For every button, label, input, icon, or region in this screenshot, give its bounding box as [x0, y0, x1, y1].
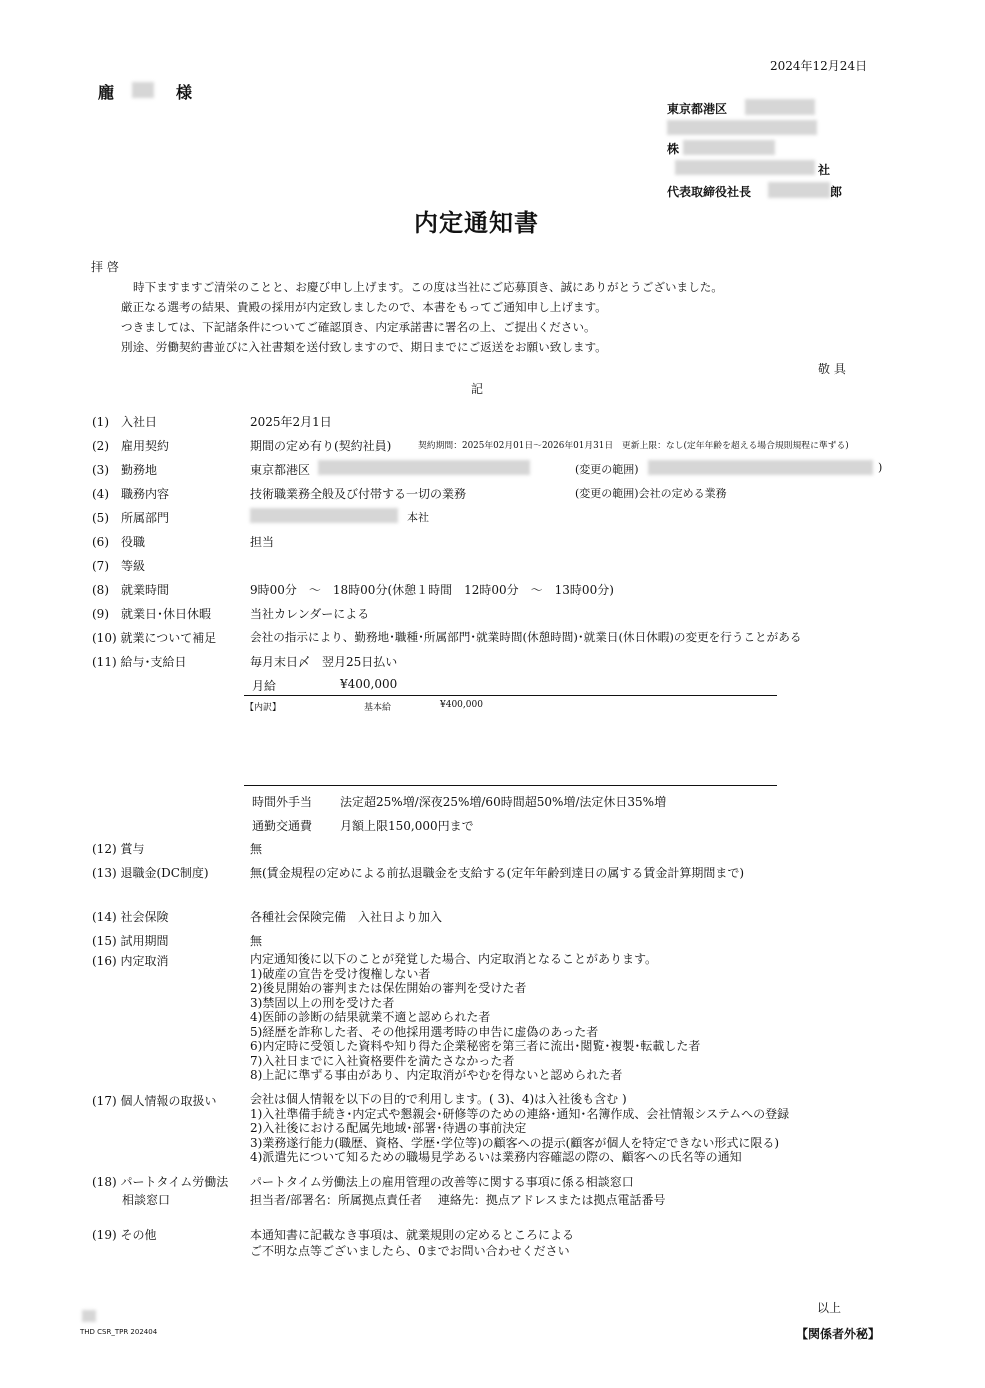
greeting-paragraph: 別途、労働契約書並びに入社書類を送付致しますので、期日までにご返送をお願い致します。 [121, 340, 607, 354]
recipient-prefix: 龐 [98, 83, 115, 102]
greeting-closing: 敬 具 [818, 362, 846, 376]
item-label: (6) 役職 [92, 535, 145, 549]
list-item: 2)入社後における配属先地域･部署･待遇の事前決定 [250, 1121, 527, 1135]
list-item: 5)経歴を詐称した者、その他採用選考時の申告に虚偽のあった者 [250, 1024, 599, 1039]
document-date: 2024年12月24日 [770, 59, 868, 73]
item-value: 担当者/部署名：所属拠点責任者 連絡先：拠点アドレスまたは拠点電話番号 [250, 1193, 666, 1207]
item-label: (14) 社会保険 [92, 910, 169, 924]
list-item: 1)入社準備手続き･内定式や懇親会･研修等のための連絡･通知･名簿作成、会社情報システムへの登録 [250, 1106, 790, 1121]
item-value: 当社カレンダーによる [250, 607, 370, 621]
item-value: 毎月末日〆 翌月25日払い [250, 655, 398, 669]
list-item: 3)業務遂行能力(職歴、資格、学歴･学位等)の顧客への提示(顧客が個人を特定できない形式に限る) [250, 1135, 780, 1150]
list-item: 7)入社日までに入社資格要件を満たさなかった者 [250, 1053, 515, 1068]
greeting-paragraph: 厳正なる選考の結果、貴殿の採用が内定致しましたので、本書をもってご通知申し上げます。 [121, 300, 607, 314]
list-item: 1)破産の宣告を受け復権しない者 [250, 966, 431, 981]
item-label: (18) パートタイム労働法 [92, 1175, 229, 1189]
item-label: (13) 退職金(DC制度) [92, 866, 209, 880]
item-value: 無 [250, 842, 263, 856]
item-value: 2025年2月1日 [250, 415, 332, 429]
confidential-mark: 【関係者外秘】 [796, 1327, 881, 1341]
redacted-address-2 [667, 120, 817, 135]
company-name-suffix: 社 [818, 163, 831, 177]
item-value: 本通知書に記載なき事項は、就業規則の定めるところによる [250, 1228, 575, 1242]
overtime-value: 法定超25%増/深夜25%増/60時間超50%増/法定休日35%増 [340, 795, 667, 809]
item-value: ご不明な点等ございましたら、0までお問い合わせください [250, 1244, 570, 1258]
item-value: 技術職業務全般及び付帯する一切の業務 [250, 487, 467, 501]
list-item: 3)禁固以上の刑を受けた者 [250, 995, 395, 1010]
item-value: パートタイム労働法上の雇用管理の改善等に関する事項に係る相談窓口 [250, 1175, 634, 1189]
list-item: 内定通知後に以下のことが発覚した場合、内定取消となることがあります。 [250, 952, 658, 966]
salary-value: ¥400,000 [340, 677, 398, 691]
list-item: 会社は個人情報を以下の目的で利用します。( 3)、4)は入社後も含む ) [250, 1092, 627, 1106]
redacted-recipient-name [132, 82, 154, 98]
page-title: 内定通知書 [414, 208, 539, 237]
closing-ijo: 以上 [817, 1301, 842, 1315]
redacted-work-address [318, 460, 530, 475]
item-value: 東京都港区 [250, 463, 311, 477]
item-label: (11) 給与･支給日 [92, 655, 187, 669]
withdrawal-conditions-list [250, 952, 700, 1083]
commute-value: 月額上限150,000円まで [340, 819, 474, 833]
item-value: 本社 [407, 511, 429, 524]
recipient-suffix: 様 [176, 83, 193, 102]
item-label: (4) 職務内容 [92, 487, 169, 501]
breakdown-label: 【内訳】 [245, 703, 282, 713]
greeting-opening: 拝 啓 [91, 260, 119, 274]
item-label: (2) 雇用契約 [92, 439, 169, 453]
item-label-continuation: 相談窓口 [122, 1193, 171, 1207]
redacted-representative-name [768, 182, 830, 198]
contract-period: 契約期間：2025年02月01日～2026年01月31日 更新上限：なし(定年年齢を超える場合規則規程に準ずる) [418, 441, 849, 451]
list-item: 4)派遣先について知るための職場見学あるいは業務内容確認の際の、顧客への氏名等の通知 [250, 1150, 742, 1164]
salary-table-top-rule [244, 695, 777, 696]
overtime-label: 時間外手当 [252, 795, 313, 809]
change-scope-tail: ) [878, 461, 883, 474]
list-item: 4)医師の診断の結果就業不適と認められた者 [250, 1010, 491, 1024]
privacy-purposes-list [250, 1092, 789, 1165]
item-value: 無 [250, 934, 263, 948]
item-value: 無(賃金規程の定めによる前払退職金を支給する(定年年齢到達日の属する賃金計算期間まで) [250, 866, 745, 880]
ki-heading: 記 [471, 382, 484, 396]
item-label: (12) 賞与 [92, 842, 145, 856]
company-address-line: 東京都港区 [667, 102, 728, 116]
redacted-change-scope [648, 460, 873, 475]
item-value: 会社の指示により、勤務地･職種･所属部門･就業時間(休憩時間)･就業日(休日休暇)の変更を行うことがある [250, 630, 802, 644]
redacted-address [745, 99, 815, 115]
list-item: 8)上記に準ずる事由があり、内定取消がやむを得ないと認められた者 [250, 1068, 623, 1082]
item-label: (1) 入社日 [92, 415, 157, 429]
salary-table-bottom-rule [244, 785, 777, 786]
change-scope-label: (変更の範囲) [575, 463, 639, 476]
commute-label: 通勤交通費 [252, 819, 313, 833]
basic-salary-value: ¥400,000 [440, 700, 483, 710]
item-label: (10) 就業について補足 [92, 631, 217, 645]
redacted-footer-mark [82, 1310, 96, 1322]
representative-name-suffix: 郎 [830, 185, 843, 199]
list-item: 6)内定時に受領した資料や知り得た企業秘密を第三者に流出･閲覧･複製･転載した者 [250, 1039, 701, 1053]
redacted-company-name [683, 140, 775, 155]
representative-title: 代表取締役社長 [667, 185, 752, 199]
basic-salary-label: 基本給 [364, 703, 392, 713]
item-label: (5) 所属部門 [92, 511, 169, 525]
item-value: 各種社会保険完備 入社日より加入 [250, 910, 443, 924]
document-code: THD CSR_TPR 202404 [80, 1328, 158, 1336]
redacted-company-name-2 [675, 160, 815, 175]
item-label: (8) 就業時間 [92, 583, 169, 597]
item-value: 担当 [250, 535, 275, 549]
company-name-prefix: 株 [667, 142, 680, 156]
list-item: 2)後見開始の審判または保佐開始の審判を受けた者 [250, 981, 527, 995]
item-label: (15) 試用期間 [92, 934, 169, 948]
item-label: (16) 内定取消 [92, 954, 169, 968]
greeting-paragraph: つきましては、下記諸条件についてご確認頂き、内定承諾書に署名の上、ご提出ください。 [121, 320, 596, 334]
item-label: (9) 就業日･休日休暇 [92, 607, 211, 621]
item-value: 9時00分 ～ 18時00分(休憩１時間 12時00分 ～ 13時00分) [250, 583, 614, 597]
greeting-paragraph: 時下ますますご清栄のことと、お慶び申し上げます。この度は当社にご応募頂き、誠にありがとうございました。 [133, 280, 723, 294]
item-label: (19) その他 [92, 1228, 157, 1242]
item-label: (7) 等級 [92, 559, 145, 573]
change-scope-duties: (変更の範囲)会社の定める業務 [575, 487, 727, 500]
item-label: (17) 個人情報の取扱い [92, 1094, 217, 1108]
redacted-department [250, 508, 398, 523]
item-value: 期間の定め有り(契約社員) [250, 439, 392, 453]
salary-label: 月給 [252, 679, 277, 693]
item-label: (3) 勤務地 [92, 463, 157, 477]
